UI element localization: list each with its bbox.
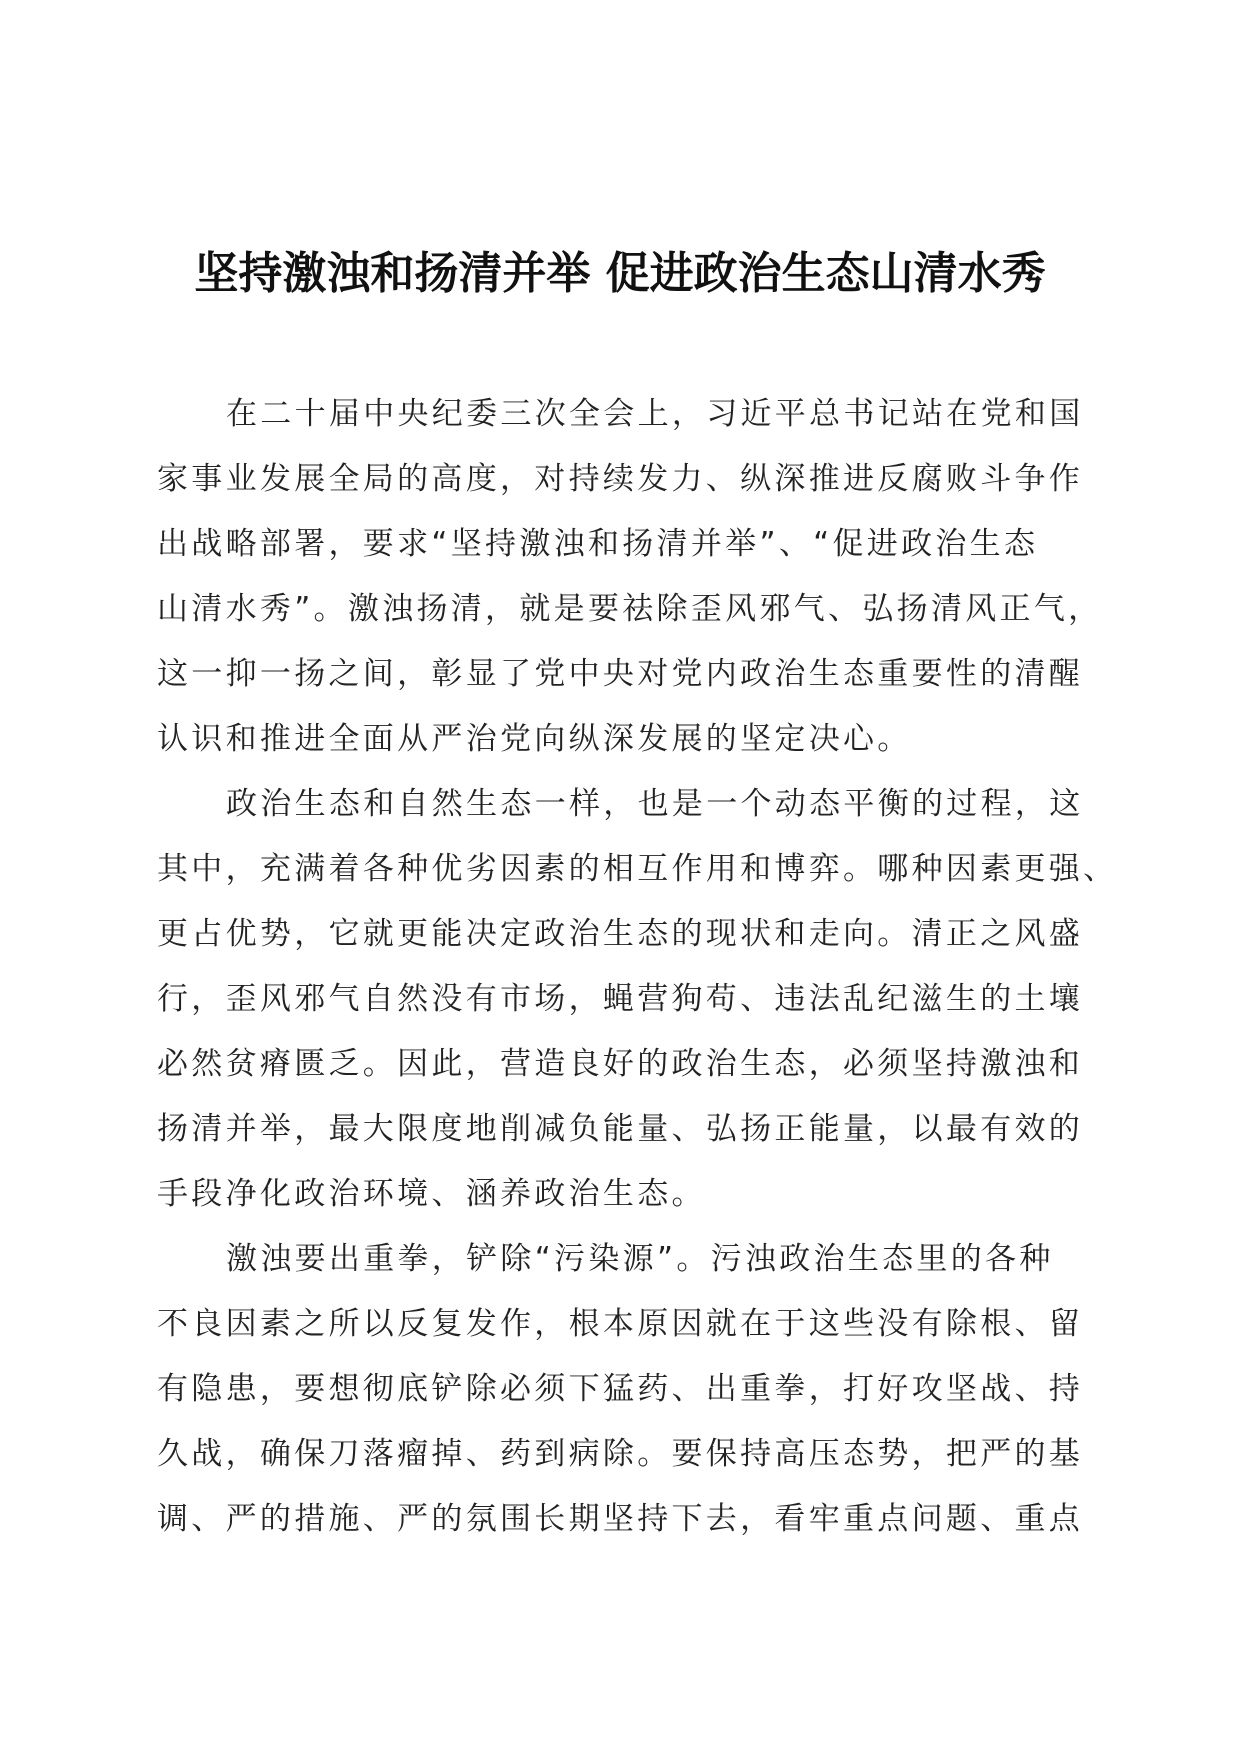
paragraph-line: 出战略部署，要求“坚持激浊和扬清并举”、“促进政治生态: [157, 526, 1039, 562]
paragraph-line: 家事业发展全局的高度，对持续发力、纵深推进反腐败斗争作: [157, 461, 1084, 497]
paragraph-line: 有隐患，要想彻底铲除必须下猛药、出重拳，打好攻坚战、持: [157, 1371, 1084, 1407]
document-body: [157, 382, 1118, 1552]
paragraph-1: [157, 382, 1103, 772]
paragraph-2: [157, 772, 1118, 1227]
paragraph-3: [157, 1227, 1084, 1552]
paragraph-line: 政治生态和自然生态一样，也是一个动态平衡的过程，这: [226, 786, 1084, 822]
paragraph-line: 更占优势，它就更能决定政治生态的现状和走向。清正之风盛: [157, 916, 1084, 952]
paragraph-line: 其中，充满着各种优劣因素的相互作用和博弈。哪种因素更强、: [157, 851, 1118, 887]
paragraph-line: 不良因素之所以反复发作，根本原因就在于这些没有除根、留: [157, 1306, 1084, 1342]
paragraph-line: 在二十届中央纪委三次全会上，习近平总书记站在党和国: [226, 396, 1084, 432]
paragraph-line: 手段净化政治环境、涵养政治生态。: [157, 1176, 706, 1212]
paragraph-line: 山清水秀”。激浊扬清，就是要祛除歪风邪气、弘扬清风正气，: [157, 591, 1103, 627]
paragraph-line: 认识和推进全面从严治党向纵深发展的坚定决心。: [157, 721, 912, 757]
paragraph-line: 调、严的措施、严的氛围长期坚持下去，看牢重点问题、重点: [157, 1501, 1084, 1537]
paragraph-line: 激浊要出重拳，铲除“污染源”。污浊政治生态里的各种: [226, 1241, 1054, 1277]
paragraph-line: 扬清并举，最大限度地削减负能量、弘扬正能量，以最有效的: [157, 1111, 1084, 1147]
document-title: 坚持激浊和扬清并举 促进政治生态山清水秀: [194, 248, 1046, 299]
paragraph-line: 这一抑一扬之间，彰显了党中央对党内政治生态重要性的清醒: [157, 656, 1084, 692]
paragraph-line: 必然贫瘠匮乏。因此，营造良好的政治生态，必须坚持激浊和: [157, 1046, 1084, 1082]
paragraph-line: 久战，确保刀落瘤掉、药到病除。要保持高压态势，把严的基: [157, 1436, 1084, 1472]
paragraph-line: 行，歪风邪气自然没有市场，蝇营狗苟、违法乱纪滋生的土壤: [157, 981, 1084, 1017]
